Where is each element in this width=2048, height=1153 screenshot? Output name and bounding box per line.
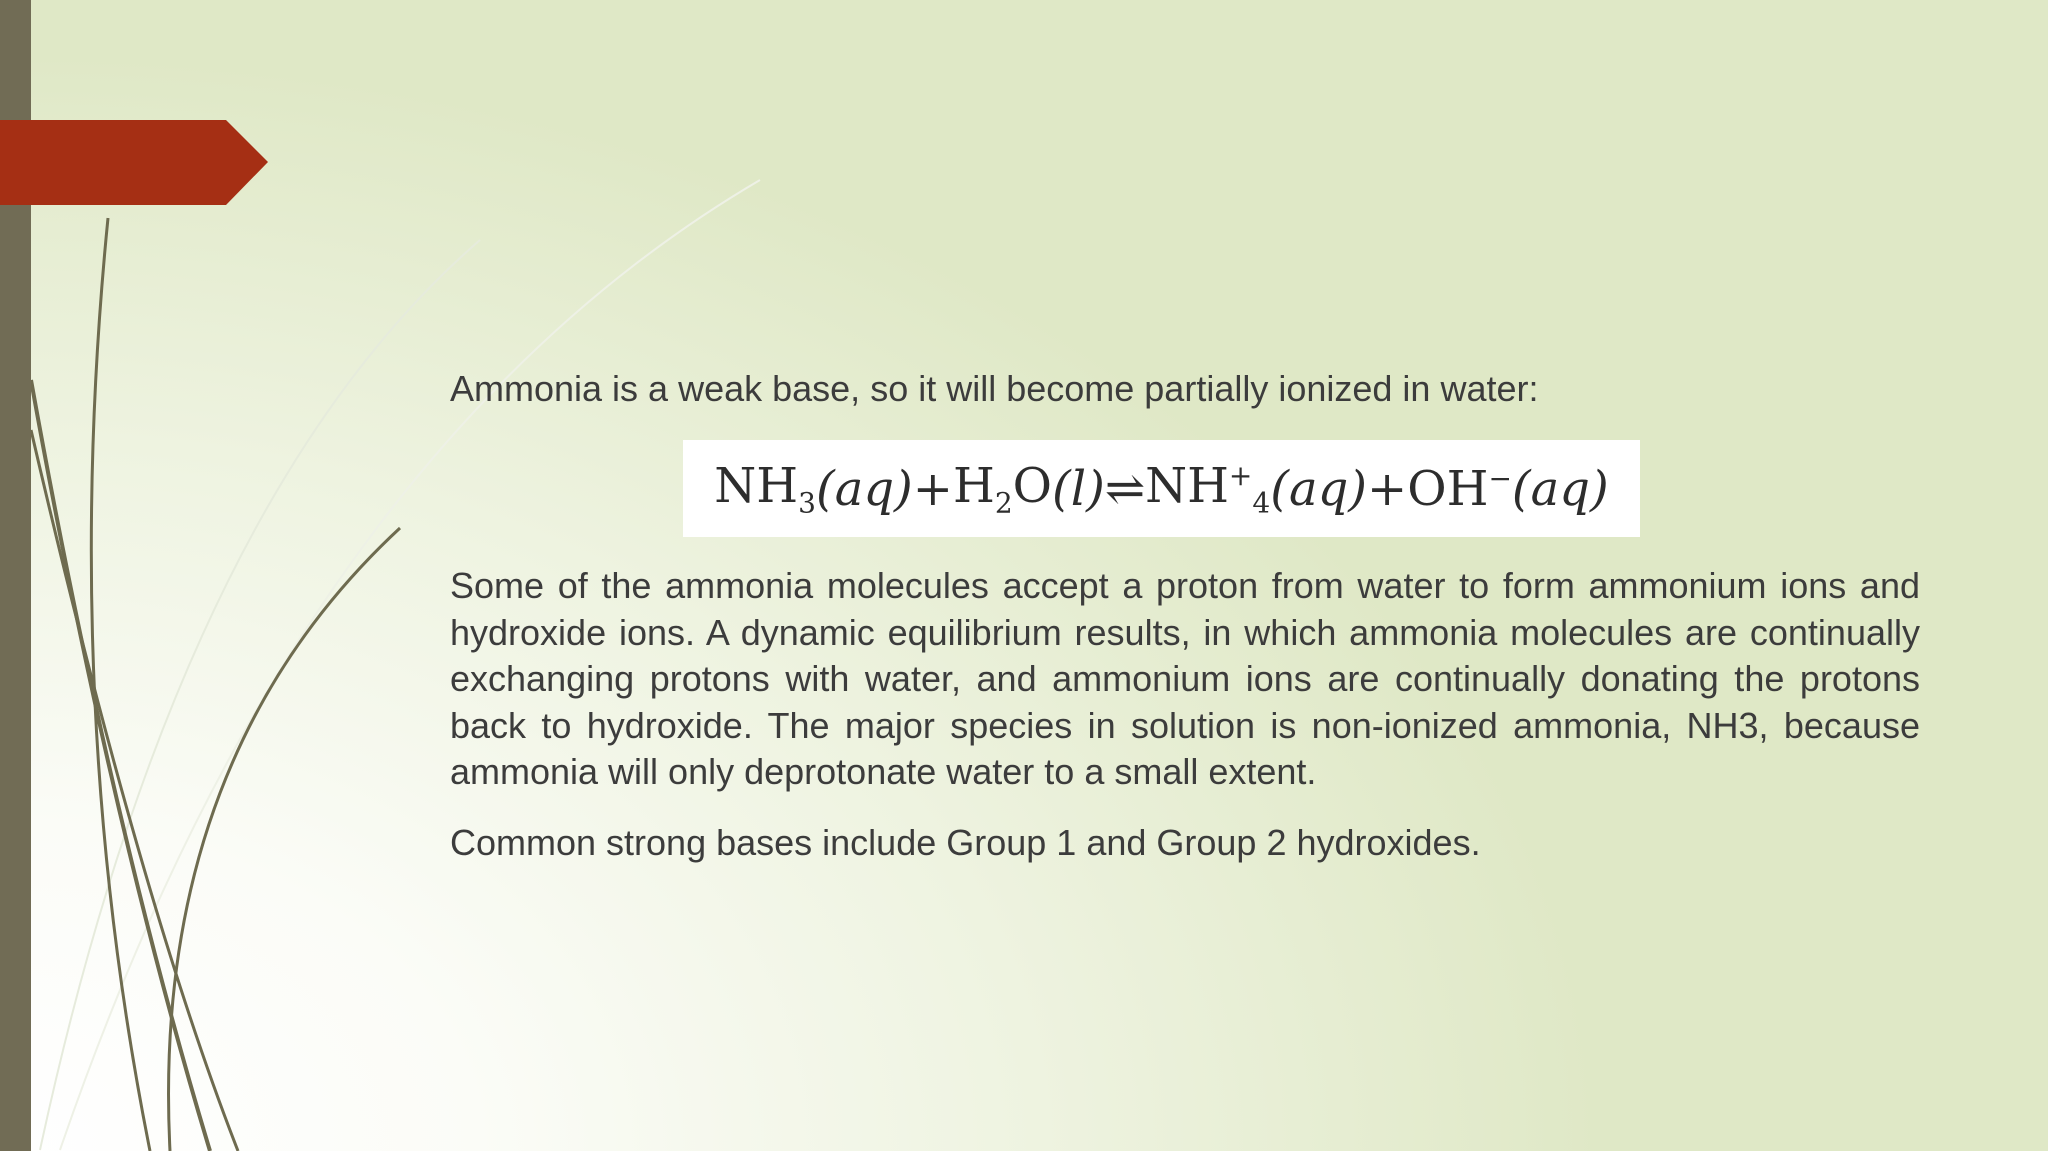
eq-plus-1: + bbox=[912, 460, 953, 517]
eq-plus-2: + bbox=[1367, 460, 1408, 517]
title-arrow-tab bbox=[0, 120, 268, 205]
eq-oh: OH− bbox=[1407, 460, 1512, 517]
closing-line: Common strong bases include Group 1 and Group 2 hydroxides. bbox=[450, 822, 1481, 863]
eq-equilibrium-arrow: ⇌ bbox=[1104, 460, 1146, 517]
eq-liquid: (l) bbox=[1052, 460, 1105, 517]
eq-nh4: $NH^+_4$ bbox=[1145, 457, 1271, 520]
explanation-paragraph: Some of the ammonia molecules accept a proton from water to form ammonium ions and hydroxide ions. A dynamic equilibrium results, in which ammonia molecules are continually exchanging protons with water, and ammonium ions are continually donating the protons back to hydroxide. The major species in solution is non-ionized ammonia, NH3, because ammonia will only deprotonate water to a small extent. bbox=[450, 565, 1920, 792]
eq-h2o: $H_2O$ bbox=[952, 457, 1053, 520]
equation-image bbox=[683, 440, 1640, 537]
eq-nh3: $NH_3$ bbox=[714, 457, 816, 520]
eq-aq-1: (aq) bbox=[815, 460, 913, 517]
eq-aq-3: (aq) bbox=[1511, 460, 1609, 517]
intro-line: Ammonia is a weak base, so it will become partially ionized in water: bbox=[450, 368, 1539, 409]
intro-text-block bbox=[450, 362, 1920, 416]
eq-aq-2: (aq) bbox=[1270, 460, 1368, 517]
